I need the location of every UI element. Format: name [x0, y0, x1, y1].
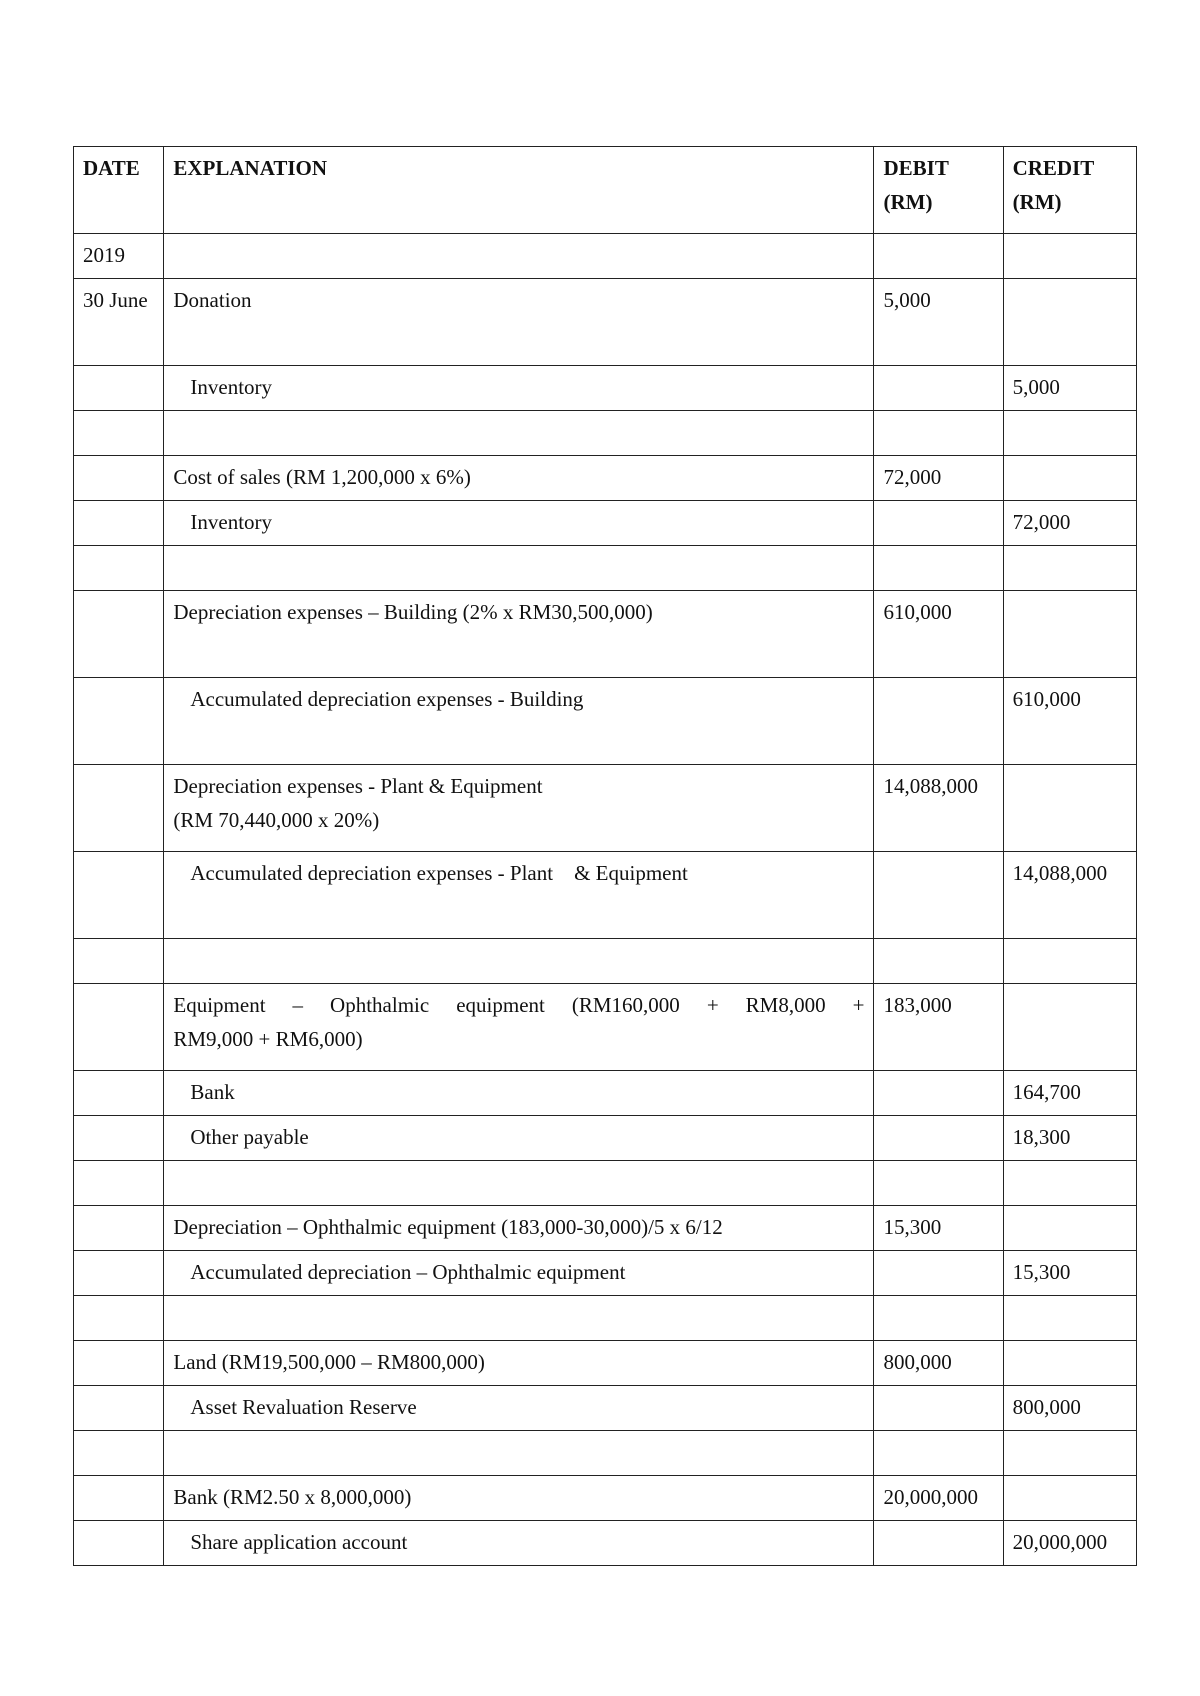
- row-explanation: [164, 1296, 874, 1341]
- row-explanation: Land (RM19,500,000 – RM800,000): [164, 1341, 874, 1386]
- table-row: [74, 1116, 1137, 1161]
- row-debit: 15,300: [874, 1206, 1003, 1251]
- row-explanation: Accumulated depreciation expenses - Plant & Equipment: [164, 852, 874, 939]
- row-date: [74, 1431, 164, 1476]
- row-debit: [874, 939, 1003, 984]
- row-credit: [1003, 591, 1136, 678]
- table-row-blank: [74, 1296, 1137, 1341]
- table-row: [74, 234, 1137, 279]
- row-date: [74, 456, 164, 501]
- row-explanation: Inventory: [164, 366, 874, 411]
- table-header-row: [74, 147, 1137, 234]
- row-debit: [874, 546, 1003, 591]
- row-debit: [874, 1071, 1003, 1116]
- row-explanation: Asset Revaluation Reserve: [164, 1386, 874, 1431]
- row-explanation: [164, 234, 874, 279]
- table-row-blank: [74, 546, 1137, 591]
- row-credit: [1003, 234, 1136, 279]
- row-date: [74, 765, 164, 852]
- row-explanation: [164, 411, 874, 456]
- row-date: [74, 591, 164, 678]
- row-credit: [1003, 765, 1136, 852]
- row-date: [74, 1251, 164, 1296]
- table-row: [74, 1521, 1137, 1566]
- row-credit: 800,000: [1003, 1386, 1136, 1431]
- row-date: [74, 1521, 164, 1566]
- row-credit: [1003, 1341, 1136, 1386]
- row-credit: 164,700: [1003, 1071, 1136, 1116]
- table-row: [74, 765, 1137, 852]
- row-debit: [874, 678, 1003, 765]
- row-debit: [874, 501, 1003, 546]
- row-debit: [874, 1296, 1003, 1341]
- table-row: [74, 1476, 1137, 1521]
- row-explanation: Inventory: [164, 501, 874, 546]
- row-debit: [874, 1431, 1003, 1476]
- row-explanation: Depreciation expenses - Plant & Equipment (RM 70,440,000 x 20%): [164, 765, 874, 852]
- row-credit: 5,000: [1003, 366, 1136, 411]
- row-date: [74, 678, 164, 765]
- row-explanation: Accumulated depreciation expenses - Building: [164, 678, 874, 765]
- row-date: [74, 1296, 164, 1341]
- row-credit: [1003, 939, 1136, 984]
- header-explanation: EXPLANATION: [164, 147, 874, 234]
- row-date: [74, 1341, 164, 1386]
- row-debit: [874, 411, 1003, 456]
- table-row: [74, 591, 1137, 678]
- row-date: [74, 1116, 164, 1161]
- table-row: [74, 366, 1137, 411]
- row-explanation: Accumulated depreciation – Ophthalmic equipment: [164, 1251, 874, 1296]
- table-row: [74, 456, 1137, 501]
- row-explanation: Share application account: [164, 1521, 874, 1566]
- row-debit: 20,000,000: [874, 1476, 1003, 1521]
- row-explanation: [164, 939, 874, 984]
- table-row: [74, 1251, 1137, 1296]
- row-date: [74, 411, 164, 456]
- table-row: [74, 1206, 1137, 1251]
- row-explanation: Depreciation expenses – Building (2% x RM30,500,000): [164, 591, 874, 678]
- row-explanation: Cost of sales (RM 1,200,000 x 6%): [164, 456, 874, 501]
- row-date: [74, 501, 164, 546]
- row-explanation: Bank: [164, 1071, 874, 1116]
- row-credit: 15,300: [1003, 1251, 1136, 1296]
- row-date: [74, 984, 164, 1071]
- row-debit: 800,000: [874, 1341, 1003, 1386]
- table-row-blank: [74, 1161, 1137, 1206]
- table-row-blank: [74, 939, 1137, 984]
- row-credit: 610,000: [1003, 678, 1136, 765]
- row-date: [74, 1071, 164, 1116]
- row-credit: [1003, 546, 1136, 591]
- row-date: [74, 546, 164, 591]
- row-credit: [1003, 456, 1136, 501]
- table-row: [74, 984, 1137, 1071]
- row-debit: [874, 1251, 1003, 1296]
- row-date: [74, 1476, 164, 1521]
- row-date: [74, 366, 164, 411]
- table-row: [74, 678, 1137, 765]
- row-debit: [874, 852, 1003, 939]
- row-credit: [1003, 279, 1136, 366]
- table-row: [74, 1341, 1137, 1386]
- table-row: [74, 1386, 1137, 1431]
- row-date: 2019: [74, 234, 164, 279]
- row-debit: [874, 366, 1003, 411]
- row-debit: 183,000: [874, 984, 1003, 1071]
- header-debit: DEBIT (RM): [874, 147, 1003, 234]
- row-debit: 5,000: [874, 279, 1003, 366]
- header-date: DATE: [74, 147, 164, 234]
- row-date: 30 June: [74, 279, 164, 366]
- row-credit: 14,088,000: [1003, 852, 1136, 939]
- table-row-blank: [74, 1431, 1137, 1476]
- row-explanation: Bank (RM2.50 x 8,000,000): [164, 1476, 874, 1521]
- header-credit: CREDIT (RM): [1003, 147, 1136, 234]
- row-credit: [1003, 411, 1136, 456]
- table-row: [74, 501, 1137, 546]
- row-credit: [1003, 1206, 1136, 1251]
- row-date: [74, 1206, 164, 1251]
- row-date: [74, 1161, 164, 1206]
- table-row: [74, 1071, 1137, 1116]
- row-date: [74, 852, 164, 939]
- row-explanation: Equipment – Ophthalmic equipment (RM160,000 + RM8,000 + RM9,000 + RM6,000): [164, 984, 874, 1071]
- table-row: [74, 279, 1137, 366]
- table-row-blank: [74, 411, 1137, 456]
- row-debit: 14,088,000: [874, 765, 1003, 852]
- row-debit: [874, 1521, 1003, 1566]
- row-credit: 18,300: [1003, 1116, 1136, 1161]
- row-debit: [874, 1386, 1003, 1431]
- row-debit: [874, 234, 1003, 279]
- row-explanation: [164, 546, 874, 591]
- row-explanation: Donation: [164, 279, 874, 366]
- table-row: [74, 852, 1137, 939]
- row-debit: [874, 1161, 1003, 1206]
- row-explanation: [164, 1161, 874, 1206]
- row-credit: 20,000,000: [1003, 1521, 1136, 1566]
- row-explanation: [164, 1431, 874, 1476]
- row-credit: [1003, 1296, 1136, 1341]
- row-date: [74, 1386, 164, 1431]
- row-debit: 610,000: [874, 591, 1003, 678]
- row-credit: [1003, 1161, 1136, 1206]
- row-date: [74, 939, 164, 984]
- row-credit: 72,000: [1003, 501, 1136, 546]
- row-credit: [1003, 984, 1136, 1071]
- row-debit: [874, 1116, 1003, 1161]
- row-explanation: Depreciation – Ophthalmic equipment (183,000-30,000)/5 x 6/12: [164, 1206, 874, 1251]
- row-explanation: Other payable: [164, 1116, 874, 1161]
- row-debit: 72,000: [874, 456, 1003, 501]
- row-credit: [1003, 1431, 1136, 1476]
- row-credit: [1003, 1476, 1136, 1521]
- journal-entry-table: [73, 146, 1137, 1566]
